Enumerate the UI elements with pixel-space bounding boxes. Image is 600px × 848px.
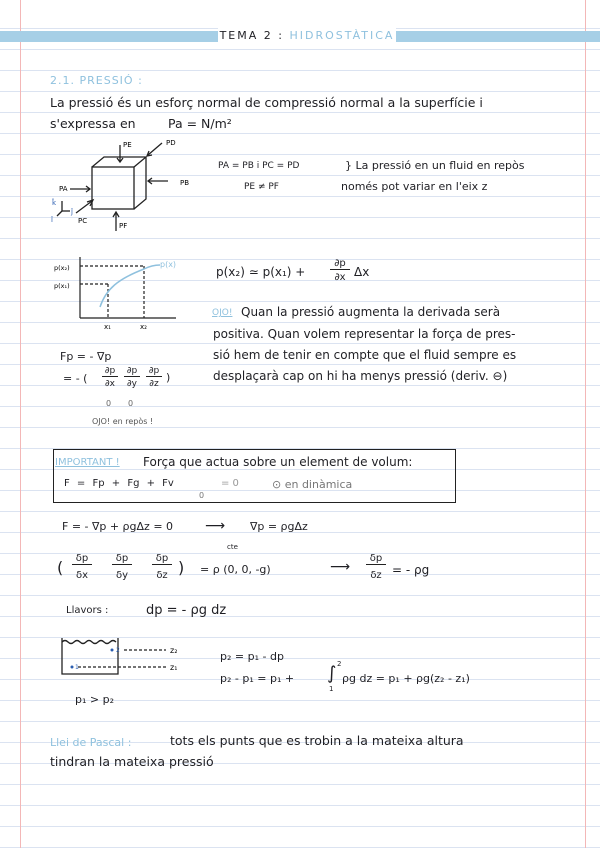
graph-py2-label: p(x₂) (54, 264, 70, 272)
fp-suffix: ) (166, 371, 171, 384)
taylor-tail: Δx (354, 265, 370, 279)
cube-label-pe: PE (123, 141, 132, 149)
vector-rhs: = ρ (0, 0, -g) (200, 563, 271, 576)
pressure-comparison: p₁ > p₂ (75, 693, 114, 706)
intro-line-2: s'expressa en (50, 116, 136, 131)
pascal-line-2: tindran la mateixa pressió (50, 754, 214, 769)
tank-equation-2a: p₂ - p₁ = p₁ + (220, 672, 295, 685)
important-equation: F = Fp + Fg + Fv (64, 478, 174, 489)
fp-note: OJO! en repòs ! (92, 417, 154, 426)
graph-x1-label: x₁ (104, 323, 111, 331)
ojo-line-2: positiva. Quan volem representar la força de pres- (213, 327, 516, 341)
tank-equation-1: p₂ = p₁ - dp (220, 650, 284, 663)
dp-equation: dp = - ρg dz (146, 603, 227, 618)
pressure-unit: Pa = N/m² (168, 116, 232, 131)
cube-label-pb: PB (180, 179, 190, 187)
vector-close: ) (178, 558, 185, 577)
axis-i-label: î (51, 216, 53, 224)
equality-note-2: només pot variar en l'eix z (341, 180, 488, 193)
gradient-equation: ∇p = ρgΔz (250, 520, 308, 533)
tank-point-2: 2 (116, 647, 120, 654)
vector-arrow: ⟶ (330, 559, 351, 575)
equality-1: PA = PB i PC = PD (218, 161, 300, 171)
important-dynamic-note: ⊙ en dinàmica (272, 478, 353, 491)
pascal-line-1: tots els punts que es trobin a la mateixa altura (170, 733, 464, 748)
llavors-label: Llavors : (66, 605, 109, 616)
cube-diagram (40, 135, 210, 235)
integral-sign: ∫ (327, 663, 337, 684)
fp-prefix: = - ( (63, 372, 88, 385)
fp-d3-den: ∂z (149, 379, 159, 389)
force-equation: F = - ∇p + ρgΔz = 0 (62, 520, 174, 533)
title-tema: TEMA 2 : (219, 29, 284, 42)
vector-d2-den: δy (115, 570, 129, 581)
fp-d2-num: ∂p (124, 366, 140, 377)
cube-label-pc: PC (78, 217, 88, 225)
tank-z2-label: z₂ (170, 646, 178, 655)
intro-line-1: La pressió és un esforç normal de compressió normal a la superfície i (50, 95, 483, 110)
vector-d1-num: δp (72, 553, 92, 565)
fp-zero-1: 0 (106, 399, 112, 408)
fp-d1-num: ∂p (102, 366, 118, 377)
cube-label-pa: PA (59, 185, 68, 193)
integral-upper: 2 (337, 660, 342, 668)
important-eq-zero: = 0 (221, 478, 239, 489)
fp-zero-2: 0 (128, 399, 134, 408)
pascal-label: Llei de Pascal : (50, 736, 132, 749)
cube-label-pd: PD (166, 139, 176, 147)
vector-d1-den: δx (75, 570, 89, 581)
left-margin-line (20, 0, 21, 848)
cte-label: cte (227, 543, 238, 551)
vector-d2-num: δp (112, 553, 132, 565)
taylor-lhs: p(x₂) ≃ p(x₁) + (216, 265, 306, 279)
fp-d2-den: ∂y (127, 379, 137, 389)
tank-z1-label: z₁ (170, 663, 178, 672)
equality-note-1: } La pressió en un fluid en repòs (345, 159, 525, 172)
vector-d3-den: δz (156, 570, 168, 581)
page-title (218, 27, 396, 45)
taylor-num: ∂p (330, 258, 350, 270)
pressure-graph (48, 255, 188, 335)
graph-x2-label: x₂ (140, 323, 147, 331)
section-title: 2.1. PRESSIÓ : (50, 74, 143, 87)
title-topic: HIDROSTÀTICA (289, 29, 395, 42)
tank-point-1: 1 (75, 664, 79, 671)
graph-curve-label: p(x) (160, 260, 177, 269)
force-arrow: ⟶ (205, 518, 226, 534)
dpdz-rhs: = - ρg (392, 563, 430, 577)
fp-equation: Fp = - ∇p (60, 350, 112, 363)
cube-label-pf: PF (119, 222, 128, 230)
graph-py1-label: p(x₁) (54, 282, 70, 290)
ojo-line-3: sió hem de tenir en compte que el fluid sempre es (213, 348, 517, 362)
important-text: Força que actua sobre un element de volum: (143, 455, 413, 469)
axis-k-label: k̂ (52, 199, 57, 207)
right-margin-line (585, 0, 586, 848)
fv-zero: 0 (199, 491, 205, 500)
dpdz-den: δz (370, 570, 382, 581)
integral-lower: 1 (329, 685, 334, 693)
axis-j-label: ĵ (71, 208, 73, 216)
equality-2: PE ≠ PF (244, 182, 279, 192)
vector-d3-num: δp (152, 553, 172, 565)
important-label: IMPORTANT ! (55, 457, 120, 468)
ojo-label: OJO! (212, 308, 233, 318)
taylor-den: ∂x (334, 272, 346, 283)
ojo-line-4: desplaçarà cap on hi ha menys pressió (deriv. ⊖) (213, 369, 508, 383)
dpdz-num: δp (366, 553, 386, 565)
vector-open: ( (57, 558, 64, 577)
fp-d1-den: ∂x (105, 379, 115, 389)
tank-diagram (58, 634, 198, 684)
fp-d3-num: ∂p (146, 366, 162, 377)
tank-equation-2b: ρg dz = p₁ + ρg(z₂ - z₁) (342, 672, 470, 685)
ojo-line-1: Quan la pressió augmenta la derivada serà (241, 305, 501, 319)
